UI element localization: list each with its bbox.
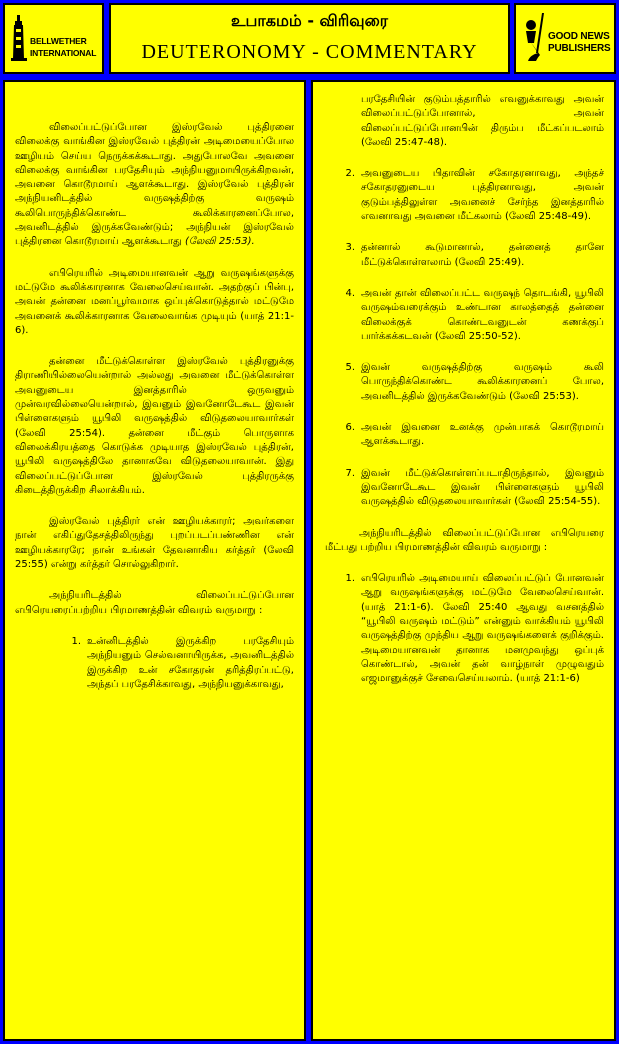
list-text: இவன் வருஷத்திற்கு வருஷம் கூலி பொருந்திக்கொண்ட கூலிக்காரனைப் போல, அவனிடத்தில் இருக்கவேண்டும் bbox=[361, 362, 604, 402]
logo-right-line2: PUBLISHERS bbox=[548, 43, 611, 54]
trumpet-icon bbox=[524, 13, 546, 63]
list-text: பரதேசியின் குடும்பத்தாரில் எவனுக்காவது அவன் விலைப்பட்டுப்போனால், அவன் விலைப்பட்டுப்போனபின் திரும்ப மீட்கப்படலாம் bbox=[361, 94, 604, 134]
paragraph bbox=[15, 355, 294, 498]
paragraph-text: அந்நியரிடத்தில் விலைப்பட்டுப்போன எபிரெயரைப்பற்றிய பிரமாணத்தின் விவரம் வருமாறு : bbox=[15, 590, 294, 616]
list-text: அவன் இவனை உனக்கு முன்பாகக் கொடூரமாய் ஆளக்கூடாது. bbox=[361, 422, 604, 448]
scripture-ref: (லேவி 25:55) bbox=[15, 544, 295, 571]
list-text: லேவி 25:40 ஆவது வசனத்தில் “யூபிலி வருஷம் மட்டும்” என்னும் வாக்கியம் யூபிலி வருஷத்திற்கு முந்திய ஆறு வருஷங்களைக் குறிக்கும். அடிமையானவன் தானாக மனமுவந்து ஒப்புக் கொண்டால், அவன் தன் வாழ்நாள் முழுவதும் எஜமானுக்குச் சேவைசெய்யலாம். bbox=[361, 601, 604, 685]
scripture-ref: (லேவி 25:50-52). bbox=[434, 330, 521, 342]
left-column bbox=[3, 80, 306, 1041]
list-item bbox=[325, 572, 604, 686]
logo-left-line2: INTERNATIONAL bbox=[30, 48, 97, 58]
scripture-ref: (லேவி 25:47-48). bbox=[361, 136, 448, 148]
list-number: 3. bbox=[345, 242, 355, 254]
scripture-ref: (லேவி 25:54-55). bbox=[514, 496, 601, 508]
right-column-body bbox=[325, 93, 604, 704]
good-news-logo bbox=[524, 13, 610, 63]
list-item bbox=[63, 635, 294, 692]
good-news-logo-panel bbox=[514, 3, 616, 74]
paragraph-text: எபிரெயரில் அடிமையானவன் ஆறு வருஷங்களுக்கு மட்டுமே கூலிக்காரனாக வேலைசெய்வான். அதற்குப் பின்பு, அவன் தன்னை மனப்பூர்வமாக ஒப்புக்கொடுத்தால் மட்டுமே அவனைக் கூலிக்காரனாக வேலைவாங்க முடியும் bbox=[15, 267, 294, 322]
tamil-title: உபாகமம் - விரிவுரை bbox=[231, 11, 388, 30]
list-number: 5. bbox=[345, 362, 355, 374]
scripture-ref: (லேவி 25:53). bbox=[184, 236, 255, 248]
list-item-continued bbox=[325, 93, 604, 150]
paragraph-text: என்று கர்த்தர் சொல்லுகிறார். bbox=[50, 559, 179, 571]
english-title: DEUTERONOMY - COMMENTARY bbox=[141, 41, 478, 63]
scripture-ref: (லேவி 25:54). bbox=[15, 427, 106, 439]
list-text: எபிரெயரில் அடிமையாய் விலைப்பட்டுப் போனவன் ஆறு வருஷங்களுக்கு மட்டுமே வேலைசெய்வான். bbox=[361, 573, 604, 599]
list-number: 2. bbox=[345, 168, 355, 180]
scripture-ref: (யாத் 21:1-6). bbox=[361, 601, 434, 613]
left-column-body bbox=[15, 121, 294, 709]
scripture-ref: (யாத் 21:1-6). bbox=[15, 310, 295, 336]
list-item bbox=[325, 167, 604, 224]
list-item bbox=[325, 361, 604, 404]
paragraph-text: அந்நியரிடத்தில் விலைப்பட்டுப்போன எபிரெயரை மீட்பது பற்றிய பிரமாணத்தின் விவரம் வருமாறு : bbox=[325, 527, 604, 553]
list-number: 1. bbox=[71, 635, 81, 647]
paragraph bbox=[15, 515, 294, 572]
page-header bbox=[109, 3, 510, 74]
list-item bbox=[325, 241, 604, 270]
list-item bbox=[325, 421, 604, 450]
logo-right-line1: GOOD NEWS bbox=[548, 31, 610, 42]
list-number: 1. bbox=[345, 573, 355, 585]
paragraph bbox=[15, 267, 294, 338]
paragraph-text: இஸ்ரவேல் புத்திரர் என் ஊழியக்காரர்; அவர்களை நான் எகிப்துதேசத்திலிருந்து புறப்படப்பண்ணின என் ஊழியக்காரரே; நான் உங்கள் தேவனாகிய கர்த்தர் bbox=[15, 516, 294, 556]
paragraph-text: தன்னை மீட்கும் பொருளாக விலைக்கிரயத்தை கொடுக்க முடியாத இஸ்ரவேல் புத்திரன், யூபிலி வருஷத்திலே தானாகவே விடுதலையாவான். இது விலைப்பட்டுப்போன இஸ்ரவேல் புத்திரருக்கு கிடைத்திருக்கிற சிலாக்கியம். bbox=[15, 427, 295, 496]
list-item bbox=[325, 287, 604, 344]
bellwether-logo-panel bbox=[3, 3, 104, 74]
list-number: 7. bbox=[345, 467, 355, 479]
bellwether-logo bbox=[11, 15, 96, 61]
paragraph bbox=[325, 527, 604, 556]
scripture-ref: (லேவி 25:53). bbox=[509, 390, 579, 402]
logo-left-line1: BELLWETHER bbox=[30, 36, 87, 46]
list-text: அவனுடைய பிதாவின் சகோதரனாவது, அந்தச் சகோதரனுடைய புத்திரனாவது, அவன் குடும்பத்திலுள்ள அவனைச் சேர்ந்த இனத்தாரில் எவனாவது அவனை மீட்கலாம் bbox=[361, 168, 604, 223]
scripture-ref: (லேவி 25:48-49). bbox=[504, 211, 592, 223]
scripture-ref: (யாத் 21:1-6) bbox=[516, 673, 580, 685]
paragraph-text: தன்னை மீட்டுக்கொள்ள இஸ்ரவேல் புத்திரனுக்கு திராணியில்லையென்றால் அல்லது அவனை மீட்டுக்கொள்ள அவனுடைய இனத்தாரில் ஒருவனும் முன்வரவில்லையென்றால், இவனும் இவனோடேகூட இவன் பிள்ளைகளும் யூபிலி வருஷத்தில் விடுதலையாவார்கள் bbox=[15, 356, 294, 425]
paragraph-text: விலைப்பட்டுப்போன இஸ்ரவேல் புத்திரனை விலைக்கு வாங்கின இஸ்ரவேல் புத்திரன் அடிமையைப்போல ஊழியம் செய்ய நெருக்கக்கூடாது. அதுபோலவே அவனை விலைக்கு வாங்கின பரதேசியும் அந்நியனுமாயிருக்கிறவன், அவனை கொடூரமாய் ஆளக்கூடாது. இஸ்ரவேல் புத்திரன் அந்நியனிடத்தில் வருஷத்திற்கு வருஷம் கூலிபொருந்திக்கொண்ட கூலிக்காரனைப்போல, அவனிடத்தில் இருக்கவேண்டும்; அந்நியன் இஸ்ரவேல் புத்திரனை கொடூரமாய் ஆளக்கூடாது bbox=[15, 122, 294, 248]
paragraph bbox=[15, 589, 294, 618]
list-text: தன்னால் கூடுமானால், தன்னைத் தானே மீட்டுக்கொள்ளலாம் bbox=[361, 242, 604, 268]
list-number: 4. bbox=[345, 287, 355, 299]
list-text: இவன் மீட்டுக்கொள்ளப்படாதிருந்தால், இவனும் இவனோடேகூட இவன் பிள்ளைகளும் யூபிலி வருஷத்தில் விடுதலையாவார்கள் bbox=[361, 467, 604, 508]
paragraph bbox=[15, 121, 294, 250]
list-text: உன்னிடத்தில் இருக்கிற பரதேசியும் அந்நியனும் செல்வனாயிருக்க, அவனிடத்தில் இருக்கிற உன் சகோதரன் தரித்திரப்பட்டு, அந்தப் பரதேசிக்காவது, அந்நியனுக்காவது, bbox=[87, 635, 294, 690]
list-text: அவன் தான் விலைப்பட்ட வருஷந் தொடங்கி, யூபிலி வருஷம்வரைக்கும் உண்டான காலத்தைத் தன்னை விலைக்குக் கொண்டவனுடன் கணக்குப் பார்க்கக்கடவன் bbox=[361, 287, 604, 342]
right-column bbox=[311, 80, 616, 1041]
tower-icon bbox=[11, 15, 27, 61]
list-item bbox=[325, 467, 604, 510]
list-number: 6. bbox=[345, 422, 355, 434]
scripture-ref: (லேவி 25:49). bbox=[454, 256, 525, 268]
